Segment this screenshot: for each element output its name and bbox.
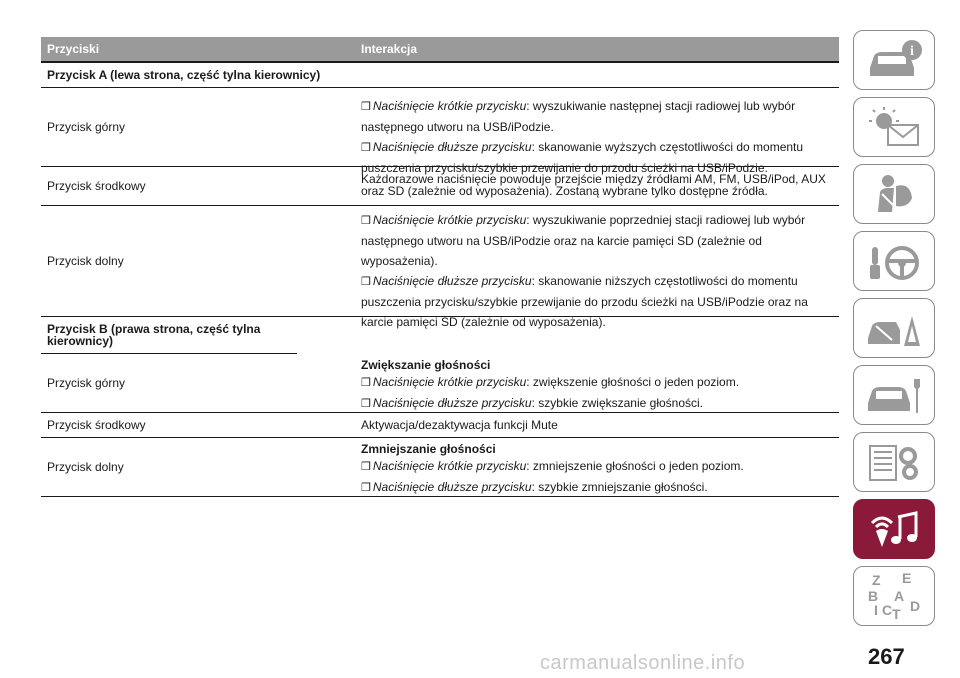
bullet-text: : wyszukiwanie następnej stacji radiowej lub wybór następnego utworu na USB/iPodzie. [361, 99, 796, 134]
bullet-item [361, 96, 829, 137]
warning-lights-icon [862, 105, 926, 149]
index-letter: C [882, 602, 893, 618]
watermark: carmanualsonline.info [540, 652, 746, 674]
bullet-emphasis: Naciśnięcie krótkie przycisku [372, 99, 527, 113]
bullet-text: : skanowanie niższych częstotliwości do momentu puszczenia przycisku/szybkie przewijanie do przodu ścieżki na USB/iPodzie oraz na karcie pamięci SD (zależnie od wyposażenia). [361, 274, 808, 329]
tab-technical-data[interactable] [853, 432, 935, 492]
safety-airbag-icon [862, 172, 926, 216]
bullet-text: : zmniejszenie głośności o jeden poziom. [526, 459, 744, 473]
row-label: Przycisk środkowy [47, 179, 146, 193]
table-row [41, 413, 839, 438]
tab-starting-driving[interactable] [853, 231, 935, 291]
index-letter: B [868, 588, 879, 604]
bullet-icon: ❒ [361, 101, 371, 113]
index-letter: E [902, 571, 912, 586]
bullet-text: : zwiększenie głośności o jeden poziom. [526, 375, 740, 389]
row-label: Przycisk środkowy [47, 418, 146, 432]
row-label: Przycisk górny [47, 376, 126, 390]
maintenance-icon [862, 373, 926, 417]
tab-index[interactable] [853, 566, 935, 626]
svg-text:i: i [910, 44, 914, 59]
tab-multimedia[interactable] [853, 499, 935, 559]
bullet-icon: ❒ [361, 482, 371, 494]
index-letter: D [910, 598, 921, 614]
tab-safety[interactable] [853, 164, 935, 224]
bullet-item [361, 271, 829, 332]
row-description [361, 438, 839, 496]
bullet-icon: ❒ [361, 142, 371, 154]
table-header [41, 37, 839, 63]
section-a-title: Przycisk A (lewa strona, część tylna kierownicy) [41, 63, 839, 88]
bullet-text: : wyszukiwanie poprzedniej stacji radiowej lub wybór następnego utworu na USB/iPodzie oraz na karcie pamięci SD (zależnie od wyposażenia). [361, 213, 806, 268]
row-description [361, 88, 839, 175]
chapter-sidebar [853, 30, 935, 633]
row-label: Przycisk dolny [47, 460, 124, 474]
multimedia-icon [862, 507, 926, 551]
tab-warning-lights[interactable] [853, 97, 935, 157]
bullet-emphasis: Naciśnięcie krótkie przycisku [372, 375, 527, 389]
bullet-emphasis: Naciśnięcie dłuższe przycisku [372, 274, 532, 288]
technical-data-icon [862, 440, 926, 484]
row-description [361, 354, 839, 412]
table-row [41, 206, 839, 329]
bullet-emphasis: Naciśnięcie krótkie przycisku [372, 213, 527, 227]
bullet-item [361, 210, 829, 271]
table-row [41, 354, 839, 413]
row-description: Każdorazowe naciśnięcie powoduje przejście między źródłami AM, FM, USB/iPod, AUX oraz SD (zależnie od wyposażenia). Zostaną wybrane tylko dostępne źródła. [361, 172, 826, 198]
bullet-item [361, 456, 829, 477]
row-label: Przycisk górny [47, 120, 126, 134]
controls-table [41, 37, 839, 497]
bullet-icon: ❒ [361, 215, 371, 227]
bullet-item [361, 477, 829, 498]
header-interaction: Interakcja [361, 42, 418, 56]
row-description [361, 206, 839, 329]
row-subhead: Zwiększanie głośności [361, 358, 491, 372]
bullet-emphasis: Naciśnięcie dłuższe przycisku [372, 480, 532, 494]
table-row [41, 88, 839, 175]
tab-car-info[interactable] [853, 30, 935, 90]
index-letter: Z [872, 572, 881, 588]
index-letter: I [874, 602, 878, 618]
index-icon [862, 571, 926, 621]
table-row [41, 438, 839, 497]
car-info-icon [862, 38, 926, 82]
bullet-icon: ❒ [361, 461, 371, 473]
row-label: Przycisk dolny [47, 254, 124, 268]
row-description: Aktywacja/dezaktywacja funkcji Mute [361, 418, 558, 432]
starting-driving-icon [862, 239, 926, 283]
bullet-icon: ❒ [361, 398, 371, 410]
bullet-text: : skanowanie wyższych częstotliwości do momentu puszczenia przycisku/szybkie przewijanie do przodu ścieżki na USB/iPodzie. [361, 140, 804, 175]
bullet-item [361, 372, 829, 393]
bullet-emphasis: Naciśnięcie krótkie przycisku [372, 459, 527, 473]
bullet-emphasis: Naciśnięcie dłuższe przycisku [372, 396, 532, 410]
bullet-text: : szybkie zmniejszanie głośności. [531, 480, 708, 494]
header-buttons: Przyciski [47, 42, 100, 56]
page-number: 267 [868, 644, 905, 669]
emergency-icon [862, 306, 926, 350]
bullet-item [361, 393, 829, 414]
bullet-emphasis: Naciśnięcie dłuższe przycisku [372, 140, 532, 154]
tab-maintenance[interactable] [853, 365, 935, 425]
table-row [41, 167, 839, 206]
bullet-text: : szybkie zwiększanie głośności. [531, 396, 704, 410]
bullet-icon: ❒ [361, 276, 371, 288]
bullet-icon: ❒ [361, 377, 371, 389]
index-letter: T [892, 606, 901, 621]
section-b-title: Przycisk B (prawa strona, część tylna kierownicy) [41, 317, 297, 354]
index-letter: A [894, 588, 905, 604]
row-subhead: Zmniejszanie głośności [361, 442, 496, 456]
tab-emergency[interactable] [853, 298, 935, 358]
